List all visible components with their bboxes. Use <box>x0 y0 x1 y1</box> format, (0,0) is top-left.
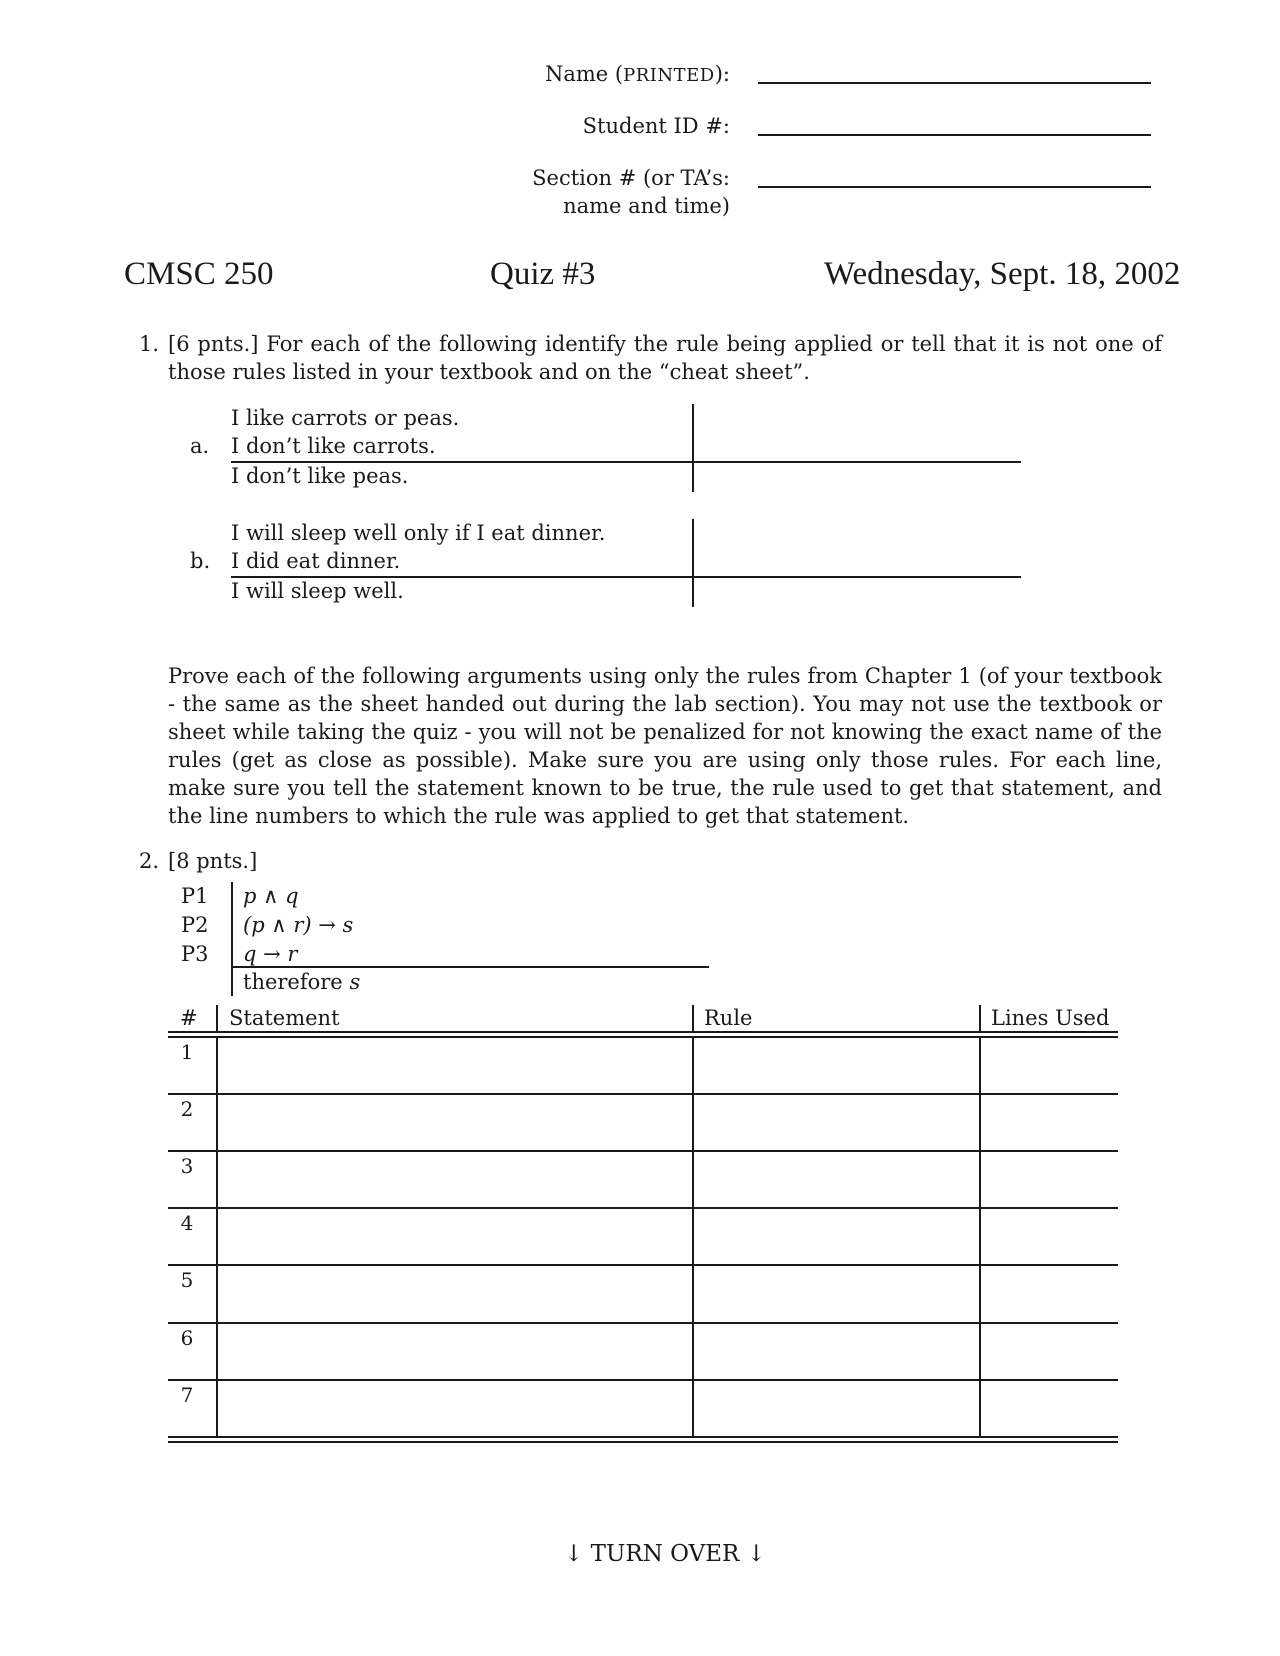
premise-formula-p2: (p ∧ r) → s <box>243 913 354 937</box>
section-underline <box>758 186 1151 188</box>
statement-cell[interactable] <box>222 1217 690 1259</box>
rule-cell[interactable] <box>698 1332 977 1374</box>
section-label-line2: name and time) <box>563 194 730 218</box>
column-divider-rule <box>979 1036 981 1437</box>
rule-cell[interactable] <box>698 1103 977 1145</box>
lines-used-cell[interactable] <box>985 1046 1119 1088</box>
statement-cell[interactable] <box>222 1275 690 1317</box>
lines-used-cell[interactable] <box>985 1217 1119 1259</box>
lines-used-cell[interactable] <box>985 1389 1119 1431</box>
header-rule-line-1 <box>168 1031 1118 1033</box>
rule-cell[interactable] <box>698 1275 977 1317</box>
name-underline <box>758 82 1151 84</box>
column-divider-statement <box>692 1036 694 1437</box>
part-a-premise1: I like carrots or peas. <box>231 406 460 430</box>
part-b-letter: b. <box>190 549 211 573</box>
part-a-divider <box>692 404 694 492</box>
row-number: 2 <box>180 1097 194 1121</box>
student-id-underline <box>758 134 1151 136</box>
rule-cell[interactable] <box>698 1389 977 1431</box>
statement-cell[interactable] <box>222 1103 690 1145</box>
header-number: # <box>180 1006 198 1030</box>
row-number: 1 <box>180 1040 194 1064</box>
question2-points: [8 pnts.] <box>168 849 258 873</box>
premise-conclusion: therefore s <box>243 970 361 994</box>
lines-used-cell[interactable] <box>985 1332 1119 1374</box>
quiz-title: Quiz #3 <box>490 256 596 292</box>
part-b-answer-field[interactable] <box>706 535 1020 573</box>
section-field[interactable] <box>758 154 1155 186</box>
header-statement: Statement <box>229 1006 340 1030</box>
section-label-line1: Section # (or TA’s: <box>532 166 730 190</box>
course-title: CMSC 250 <box>124 256 274 292</box>
part-a-answer-field[interactable] <box>706 420 1020 458</box>
row-number: 7 <box>180 1383 194 1407</box>
part-b-divider <box>692 519 694 607</box>
student-id-label: Student ID #: <box>582 114 730 138</box>
rule-cell[interactable] <box>698 1160 977 1202</box>
row-number: 4 <box>180 1211 194 1235</box>
premise-label-p1: P1 <box>181 884 209 908</box>
part-a-conclusion: I don’t like peas. <box>231 464 409 488</box>
lines-used-cell[interactable] <box>985 1160 1119 1202</box>
quiz-date: Wednesday, Sept. 18, 2002 <box>824 256 1181 292</box>
premise-formula-p1: p ∧ q <box>243 884 299 908</box>
row-number: 5 <box>180 1268 194 1292</box>
question1-text: [6 pnts.] For each of the following identify the rule being applied or tell that it is not one of those rules listed in your textbook and on the “cheat sheet”. <box>168 332 1162 384</box>
part-a-letter: a. <box>190 434 210 458</box>
premise-formula-p3: q → r <box>243 942 298 966</box>
lines-used-cell[interactable] <box>985 1103 1119 1145</box>
statement-cell[interactable] <box>222 1160 690 1202</box>
premises-divider <box>231 882 233 996</box>
student-id-field[interactable] <box>758 102 1155 134</box>
part-b-premise1: I will sleep well only if I eat dinner. <box>231 521 606 545</box>
header-rule-line-2 <box>168 1036 1118 1038</box>
part-b-premise2: I did eat dinner. <box>231 549 401 573</box>
column-divider-number <box>216 1036 218 1437</box>
statement-cell[interactable] <box>222 1389 690 1431</box>
premise-label-p2: P2 <box>181 913 209 937</box>
part-b-conclusion: I will sleep well. <box>231 579 404 603</box>
premise-label-p3: P3 <box>181 942 209 966</box>
lines-used-cell[interactable] <box>985 1275 1119 1317</box>
rule-cell[interactable] <box>698 1046 977 1088</box>
instructions-paragraph: Prove each of the following arguments using only the rules from Chapter 1 (of your textbook - the same as the sheet handed out during the lab section). You may not use the textbook or sheet while taking the quiz - you will not be penalized for not knowing the exact name of the rules (get as close as possible). Make sure you are using only those rules. For each line, make sure you tell the statement known to be true, the rule used to get that statement, and the line numbers to which the rule was applied to get that statement. <box>168 664 1162 828</box>
question1-number: 1. <box>139 332 160 356</box>
row-number: 3 <box>180 1154 194 1178</box>
statement-cell[interactable] <box>222 1332 690 1374</box>
statement-cell[interactable] <box>222 1046 690 1088</box>
row-number: 6 <box>180 1326 194 1350</box>
question2-number: 2. <box>139 849 160 873</box>
name-field[interactable] <box>758 50 1155 82</box>
table-bottom-line-1 <box>168 1436 1118 1438</box>
name-label: Name (PRINTED): <box>545 62 730 86</box>
part-a-premise2: I don’t like carrots. <box>231 434 436 458</box>
header-rule: Rule <box>704 1006 753 1030</box>
turn-over-note: ↓ TURN OVER ↓ <box>564 1541 766 1567</box>
header-lines-used: Lines Used <box>991 1006 1110 1030</box>
rule-cell[interactable] <box>698 1217 977 1259</box>
table-bottom-line-2 <box>168 1441 1118 1443</box>
